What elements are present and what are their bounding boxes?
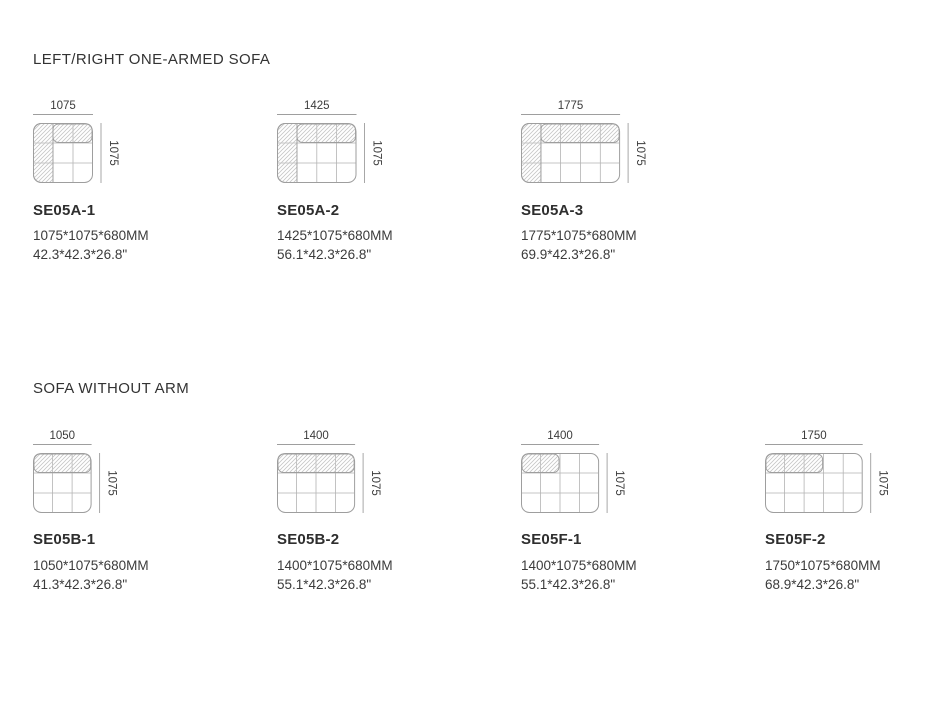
model-name: SE05A-1 xyxy=(33,202,96,219)
width-dimension-label: 1075 xyxy=(50,100,76,112)
product-diagram-se05a-3 xyxy=(521,99,657,192)
product-diagram-se05b-1 xyxy=(33,429,128,522)
model-name: SE05B-1 xyxy=(33,531,96,548)
dimensions-inches: 55.1*42.3*26.8" xyxy=(521,577,616,592)
backrest-hatched xyxy=(522,454,559,473)
backrest-hatched xyxy=(53,124,92,143)
section-title: SOFA WITHOUT ARM xyxy=(33,380,190,397)
sofa-diagram xyxy=(33,99,129,187)
sofa-diagram xyxy=(765,429,899,517)
dimensions-mm: 1750*1075*680MM xyxy=(765,558,881,573)
dimensions-mm: 1775*1075*680MM xyxy=(521,228,637,243)
depth-dimension-label: 1075 xyxy=(876,470,889,496)
sofa-diagram xyxy=(521,99,657,187)
model-name: SE05A-3 xyxy=(521,202,584,219)
dimensions-mm: 1400*1075*680MM xyxy=(277,558,393,573)
depth-dimension-label: 1075 xyxy=(369,470,382,496)
product-diagram-se05a-2 xyxy=(277,99,393,192)
width-dimension-label: 1425 xyxy=(304,100,330,112)
sofa-diagram xyxy=(33,429,128,517)
backrest-hatched xyxy=(278,454,354,473)
arm-hatched xyxy=(278,124,298,183)
depth-dimension-label: 1075 xyxy=(370,140,383,166)
arm-hatched xyxy=(34,124,54,183)
sofa-diagram xyxy=(277,99,393,187)
product-diagram-se05f-2 xyxy=(765,429,899,522)
product-diagram-se05b-2 xyxy=(277,429,392,522)
model-name: SE05F-1 xyxy=(521,531,582,548)
model-name: SE05F-2 xyxy=(765,531,826,548)
product-diagram-se05f-1 xyxy=(521,429,636,522)
backrest-hatched xyxy=(297,124,356,143)
arm-hatched xyxy=(522,124,542,183)
section-title: LEFT/RIGHT ONE-ARMED SOFA xyxy=(33,51,271,68)
backrest-hatched xyxy=(34,454,91,473)
dimensions-inches: 55.1*42.3*26.8" xyxy=(277,577,372,592)
dimensions-mm: 1050*1075*680MM xyxy=(33,558,149,573)
dimensions-mm: 1075*1075*680MM xyxy=(33,228,149,243)
backrest-hatched xyxy=(766,454,823,473)
dimensions-mm: 1400*1075*680MM xyxy=(521,558,637,573)
depth-dimension-label: 1075 xyxy=(107,140,119,166)
width-dimension-label: 1775 xyxy=(557,100,584,112)
width-dimension-label: 1750 xyxy=(801,430,827,442)
sofa-diagram xyxy=(521,429,636,517)
model-name: SE05B-2 xyxy=(277,531,340,548)
backrest-hatched xyxy=(541,124,619,143)
width-dimension-label: 1050 xyxy=(49,430,76,442)
depth-dimension-label: 1075 xyxy=(613,470,626,496)
depth-dimension-label: 1075 xyxy=(634,140,647,166)
width-dimension-label: 1400 xyxy=(303,430,329,442)
dimensions-mm: 1425*1075*680MM xyxy=(277,228,393,243)
sofa-diagram xyxy=(277,429,392,517)
dimensions-inches: 68.9*42.3*26.8" xyxy=(765,577,860,592)
dimensions-inches: 56.1*42.3*26.8" xyxy=(277,247,372,262)
dimensions-inches: 42.3*42.3*26.8" xyxy=(33,247,128,262)
product-diagram-se05a-1 xyxy=(33,99,129,192)
width-dimension-label: 1400 xyxy=(547,430,573,442)
model-name: SE05A-2 xyxy=(277,202,340,219)
dimensions-inches: 41.3*42.3*26.8" xyxy=(33,577,128,592)
dimensions-inches: 69.9*42.3*26.8" xyxy=(521,247,616,262)
depth-dimension-label: 1075 xyxy=(105,470,118,496)
